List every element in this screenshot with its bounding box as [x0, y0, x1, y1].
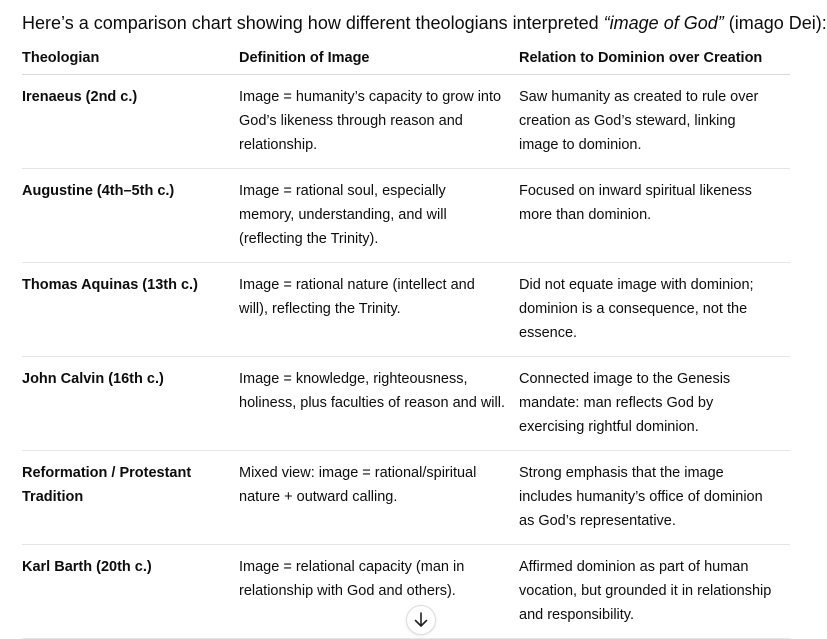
- theologian-cell: John Calvin (16th c.): [22, 371, 164, 387]
- definition-cell: Mixed view: image = rational/spiritual nature + outward calling.: [239, 465, 477, 505]
- theologian-cell: Thomas Aquinas (13th c.): [22, 277, 198, 293]
- intro-text-after: (imago Dei):: [723, 13, 827, 33]
- theologian-cell: Augustine (4th–5th c.): [22, 183, 175, 199]
- theologian-cell: Karl Barth (20th c.): [22, 559, 152, 575]
- arrow-down-icon: [414, 612, 428, 628]
- header-dominion: Relation to Dominion over Creation: [519, 50, 763, 66]
- table-row: [22, 357, 790, 451]
- definition-cell: Image = rational soul, especially memory, understanding, and will (reflecting the Trinity).: [239, 183, 447, 247]
- intro-text: [22, 11, 827, 35]
- dominion-cell: Did not equate image with dominion; dominion is a consequence, not the essence.: [519, 277, 754, 341]
- definition-cell: Image = rational nature (intellect and will), reflecting the Trinity.: [239, 277, 475, 317]
- header-definition: Definition of Image: [239, 50, 370, 66]
- dominion-cell: Focused on inward spiritual likeness more than dominion.: [519, 183, 752, 223]
- scroll-to-bottom-button[interactable]: [406, 605, 436, 635]
- definition-cell: Image = knowledge, righteousness, holiness, plus faculties of reason and will.: [239, 371, 505, 411]
- dominion-cell: Strong emphasis that the image includes humanity’s office of dominion as God’s representative.: [519, 465, 763, 529]
- dominion-cell: Affirmed dominion as part of human vocation, but grounded it in relationship and responsibility.: [519, 559, 772, 623]
- table-row: [22, 169, 790, 263]
- table-row: [22, 451, 790, 545]
- header-theologian: Theologian: [22, 50, 100, 66]
- definition-cell: Image = relational capacity (man in relationship with God and others).: [239, 559, 465, 599]
- table-row: [22, 263, 790, 357]
- dominion-cell: Saw humanity as created to rule over creation as God’s steward, linking image to dominion.: [519, 89, 759, 153]
- definition-cell: Image = humanity’s capacity to grow into God’s likeness through reason and relationship.: [239, 89, 502, 153]
- comparison-table: [22, 42, 790, 639]
- intro-text-emphasis: “image of God”: [603, 13, 724, 33]
- intro-text-before: Here’s a comparison chart showing how different theologians interpreted: [22, 13, 604, 33]
- dominion-cell: Connected image to the Genesis mandate: man reflects God by exercising rightful dominion.: [519, 371, 731, 435]
- theologian-cell: Irenaeus (2nd c.): [22, 89, 138, 105]
- theologian-cell: Reformation / Protestant Tradition: [22, 465, 192, 505]
- table-header-row: [22, 42, 790, 75]
- table-row: [22, 75, 790, 169]
